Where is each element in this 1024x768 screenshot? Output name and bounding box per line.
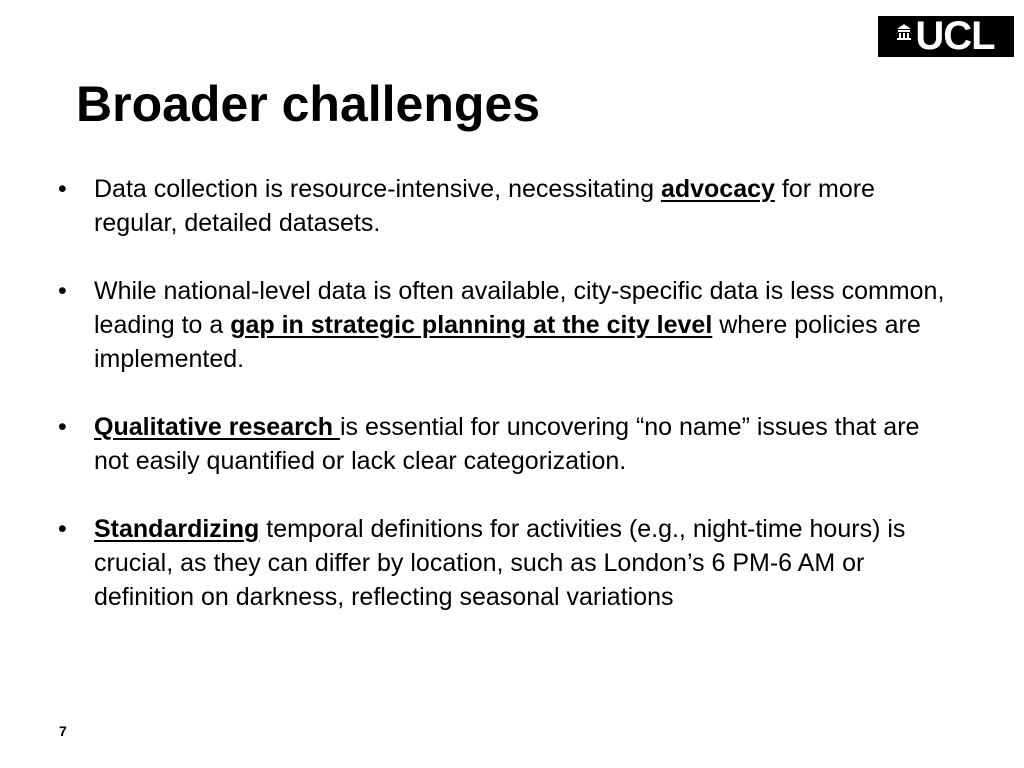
page-number: 7 (59, 723, 67, 739)
bullet-item (58, 512, 958, 614)
bullet-text: While national-level data is often available, city-specific data is less common, leading to a (94, 277, 945, 339)
bullet-emphasis: gap in strategic planning at the city level (230, 311, 713, 339)
bullet-emphasis: advocacy (660, 175, 775, 203)
bullet-text: Data collection is resource-intensive, necessitating (94, 175, 661, 203)
bullet-emphasis: Qualitative research (94, 413, 340, 441)
bullet-text: temporal definitions for activities (e.g., night-time hours) is crucial, as they can differ by location, such as London’s 6 PM-6 AM or definition on darkness, reflecting seasonal variations (94, 515, 906, 611)
bullet-list (58, 172, 958, 648)
bullet-marker: • (58, 413, 67, 441)
bullet-text: where policies are implemented. (94, 311, 921, 373)
bullet-emphasis: Standardizing (94, 515, 260, 543)
bullet-item (58, 172, 958, 240)
bullet-item (58, 410, 958, 478)
bullet-marker: • (58, 515, 67, 543)
portico-icon (897, 24, 911, 40)
bullet-marker: • (58, 277, 67, 305)
bullet-text: is essential for uncovering “no name” issues that are not easily quantified or lack clear categorization. (94, 413, 920, 475)
bullet-text: for more regular, detailed datasets. (94, 175, 875, 237)
slide-title: Broader challenges (76, 76, 541, 132)
ucl-logo (878, 16, 1014, 57)
bullet-item (58, 274, 958, 376)
logo-text: UCL (915, 14, 995, 58)
bullet-marker: • (58, 175, 67, 203)
